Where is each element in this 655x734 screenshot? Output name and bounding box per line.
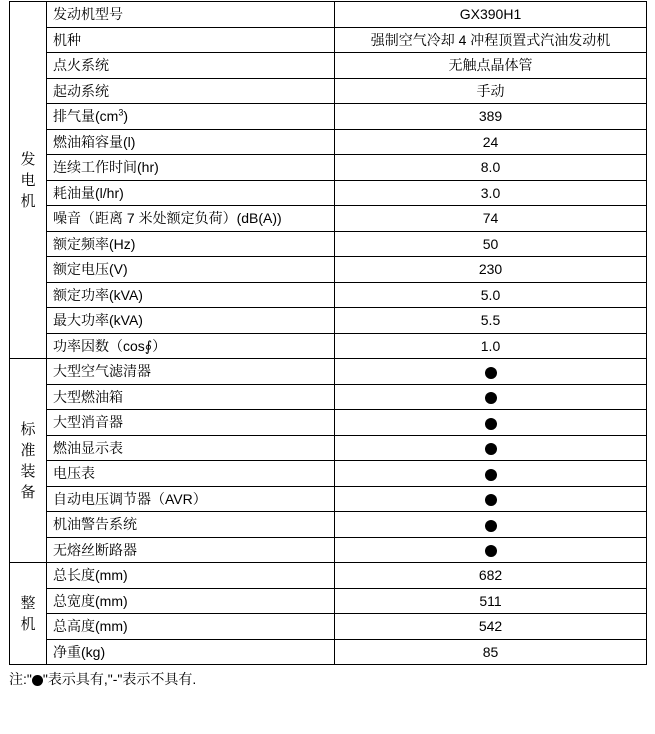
row-value: 3.0 [335, 180, 647, 206]
row-value: 5.0 [335, 282, 647, 308]
row-label: 大型燃油箱 [47, 384, 335, 410]
table-row [10, 129, 647, 155]
row-value [335, 486, 647, 512]
row-value [335, 512, 647, 538]
row-value: 389 [335, 104, 647, 130]
table-row [10, 333, 647, 359]
row-value: 682 [335, 563, 647, 589]
row-label: 起动系统 [47, 78, 335, 104]
row-value: GX390H1 [335, 2, 647, 28]
row-label: 净重(kg) [47, 639, 335, 665]
table-row [10, 308, 647, 334]
row-label: 机种 [47, 27, 335, 53]
group-label: 整机 [20, 593, 36, 633]
row-value: 24 [335, 129, 647, 155]
group-cell-whole [10, 563, 47, 665]
row-label: 总长度(mm) [47, 563, 335, 589]
table-row [10, 27, 647, 53]
filled-circle-icon [485, 392, 497, 404]
row-value: 511 [335, 588, 647, 614]
row-label: 连续工作时间(hr) [47, 155, 335, 181]
filled-circle-icon [485, 367, 497, 379]
filled-circle-icon [485, 418, 497, 430]
row-label: 大型消音器 [47, 410, 335, 436]
group-label: 发电机 [20, 149, 36, 210]
row-label: 燃油箱容量(l) [47, 129, 335, 155]
row-label [47, 104, 335, 130]
table-row [10, 639, 647, 665]
table-row [10, 104, 647, 130]
row-label: 额定电压(V) [47, 257, 335, 283]
table-row [10, 461, 647, 487]
table-row [10, 384, 647, 410]
spec-table [9, 1, 647, 665]
filled-circle-icon [485, 494, 497, 506]
filled-circle-icon [485, 469, 497, 481]
row-label: 最大功率(kVA) [47, 308, 335, 334]
row-label: 总宽度(mm) [47, 588, 335, 614]
row-value: 无触点晶体管 [335, 53, 647, 79]
row-label: 无熔丝断路器 [47, 537, 335, 563]
group-label: 标准装备 [20, 419, 36, 501]
table-row [10, 180, 647, 206]
row-label-tail: ) [123, 108, 129, 125]
table-row [10, 53, 647, 79]
table-row [10, 231, 647, 257]
table-row [10, 2, 647, 28]
row-value: 8.0 [335, 155, 647, 181]
row-value [335, 435, 647, 461]
table-row [10, 78, 647, 104]
row-label: 点火系统 [47, 53, 335, 79]
footnote-prefix: 注:" [9, 671, 32, 687]
group-cell-generator [10, 2, 47, 359]
row-label: 总高度(mm) [47, 614, 335, 640]
row-value: 542 [335, 614, 647, 640]
row-label: 燃油显示表 [47, 435, 335, 461]
footnote-suffix: "表示具有,"-"表示不具有. [42, 671, 197, 687]
row-value [335, 384, 647, 410]
table-row [10, 563, 647, 589]
superscript: 3 [118, 107, 124, 118]
table-row [10, 359, 647, 385]
row-label: 功率因数（cos∮） [47, 333, 335, 359]
row-value: 手动 [335, 78, 647, 104]
table-row [10, 614, 647, 640]
row-value: 74 [335, 206, 647, 232]
row-label: 机油警告系统 [47, 512, 335, 538]
row-label: 大型空气滤清器 [47, 359, 335, 385]
row-label: 额定频率(Hz) [47, 231, 335, 257]
filled-circle-icon [485, 520, 497, 532]
row-label: 额定功率(kVA) [47, 282, 335, 308]
row-value: 230 [335, 257, 647, 283]
row-label: 发动机型号 [47, 2, 335, 28]
row-label: 自动电压调节器（AVR） [47, 486, 335, 512]
table-row [10, 512, 647, 538]
table-row [10, 537, 647, 563]
row-value: 5.5 [335, 308, 647, 334]
filled-circle-icon [485, 545, 497, 557]
table-row [10, 206, 647, 232]
row-value: 85 [335, 639, 647, 665]
row-value: 1.0 [335, 333, 647, 359]
row-value [335, 359, 647, 385]
row-value [335, 537, 647, 563]
row-label: 电压表 [47, 461, 335, 487]
group-cell-standard [10, 359, 47, 563]
filled-circle-icon [32, 675, 43, 686]
footnote [9, 669, 196, 689]
table-row [10, 155, 647, 181]
row-label: 耗油量(l/hr) [47, 180, 335, 206]
table-row [10, 486, 647, 512]
row-label: 噪音（距离 7 米处额定负荷）(dB(A)) [47, 206, 335, 232]
row-value [335, 461, 647, 487]
table-row [10, 410, 647, 436]
row-value: 强制空气冷却 4 冲程顶置式汽油发动机 [335, 27, 647, 53]
filled-circle-icon [485, 443, 497, 455]
table-row [10, 257, 647, 283]
table-row [10, 435, 647, 461]
table-row [10, 588, 647, 614]
row-value: 50 [335, 231, 647, 257]
row-value [335, 410, 647, 436]
row-label-text: 排气量(cm [53, 108, 119, 125]
table-row [10, 282, 647, 308]
